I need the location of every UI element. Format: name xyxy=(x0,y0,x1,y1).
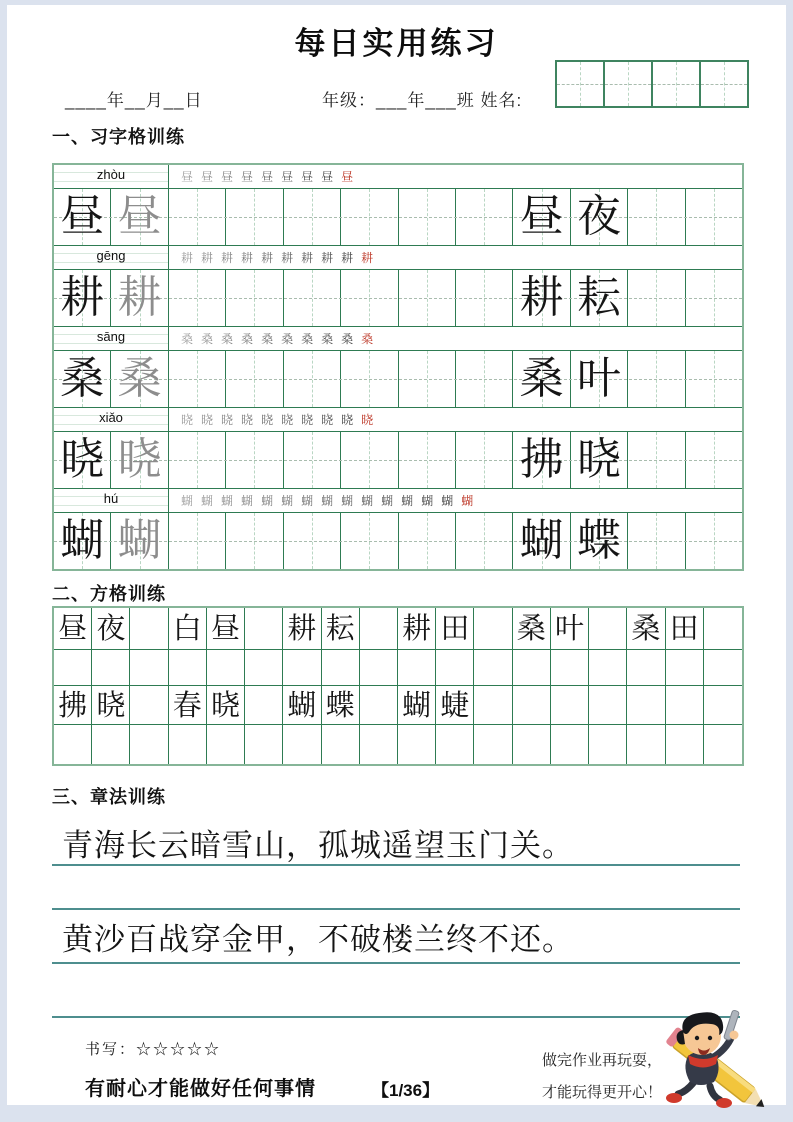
practice-row-block xyxy=(54,165,742,246)
stroke-order-step: 昼 xyxy=(201,169,214,184)
square-grid-cell[interactable] xyxy=(551,725,589,764)
square-grid-cell[interactable] xyxy=(360,686,398,725)
word-character: 晓 xyxy=(577,434,621,485)
handwriting-rating-stars: 书写：☆☆☆☆☆ xyxy=(85,1040,222,1058)
stroke-order-step: 晓 xyxy=(221,412,234,427)
trace-character: 昼 xyxy=(117,191,162,242)
practice-cell[interactable] xyxy=(54,351,111,407)
pinyin-box xyxy=(54,489,169,512)
practice-cell[interactable] xyxy=(513,189,570,245)
stroke-order-strip xyxy=(169,327,742,350)
practice-cells-row xyxy=(54,189,742,245)
stroke-order-step: 耕 xyxy=(341,250,354,265)
practice-cell[interactable] xyxy=(686,513,742,569)
stroke-order-step: 耕 xyxy=(241,250,254,265)
footer-motto: 有耐心才能做好任何事情 xyxy=(85,1078,316,1100)
stroke-order-step: 昼 xyxy=(341,169,354,184)
square-grid-cell[interactable] xyxy=(589,725,627,764)
stroke-order-step: 蝴 xyxy=(221,493,234,508)
name-grid-cell[interactable] xyxy=(557,62,605,106)
square-grid-word-character: 拂 xyxy=(54,686,92,725)
practice-cell[interactable] xyxy=(513,351,570,407)
practice-cell[interactable] xyxy=(571,351,628,407)
stroke-order-strip xyxy=(169,489,742,512)
pinyin-label: gēng xyxy=(96,248,126,263)
square-grid-cell[interactable] xyxy=(704,686,742,725)
stroke-order-step: 晓 xyxy=(361,412,374,427)
practice-cell[interactable] xyxy=(456,432,513,488)
stroke-order-step: 耕 xyxy=(281,250,294,265)
name-grid-cell[interactable] xyxy=(653,62,701,106)
stroke-order-step: 昼 xyxy=(301,169,314,184)
stroke-order-step: 晓 xyxy=(201,412,214,427)
stroke-order-step: 桑 xyxy=(201,331,214,346)
square-grid-cell[interactable] xyxy=(474,686,512,725)
section1-title: 一、习字格训练 xyxy=(52,127,185,147)
stroke-order-step: 蝴 xyxy=(281,493,294,508)
square-grid-word-character: 叶 xyxy=(551,608,589,650)
model-character: 晓 xyxy=(60,434,105,485)
stroke-order-step: 耕 xyxy=(221,250,234,265)
square-grid-word-character: 蝴 xyxy=(398,686,436,725)
practice-row-block xyxy=(54,327,742,408)
square-grid-cell[interactable] xyxy=(207,725,245,764)
stroke-order-step: 昼 xyxy=(281,169,294,184)
practice-cell[interactable] xyxy=(686,432,742,488)
square-grid-word-character: 白 xyxy=(169,608,207,650)
square-grid-word-character: 昼 xyxy=(54,608,92,650)
square-grid-cell[interactable] xyxy=(474,725,512,764)
practice-cell[interactable] xyxy=(169,189,226,245)
stroke-order-step: 晓 xyxy=(241,412,254,427)
practice-cell[interactable] xyxy=(513,270,570,326)
square-grid-cell[interactable] xyxy=(704,725,742,764)
word-character: 耕 xyxy=(519,272,564,323)
square-grid-cell[interactable] xyxy=(130,686,168,725)
square-grid-cell[interactable] xyxy=(474,608,512,650)
stroke-order-step: 桑 xyxy=(361,331,374,346)
square-grid-cell[interactable] xyxy=(551,686,589,725)
square-grid-word-character: 田 xyxy=(666,608,704,650)
practice-cell[interactable] xyxy=(571,513,628,569)
pinyin-label: hú xyxy=(103,491,119,506)
writing-rule-line xyxy=(52,908,740,910)
practice-cell[interactable] xyxy=(456,270,513,326)
pinyin-box xyxy=(54,327,169,350)
square-grid-cell[interactable] xyxy=(245,686,283,725)
mascot-speech xyxy=(520,1045,662,1108)
square-grid-cell[interactable] xyxy=(322,650,360,686)
practice-cell[interactable] xyxy=(628,270,685,326)
poem-line-1: 青海长云暗雪山，孤城遥望玉门关。 xyxy=(62,828,574,864)
stroke-order-step: 桑 xyxy=(321,331,334,346)
mascot-speech-line2: 才能玩得更开心！ xyxy=(541,1082,662,1101)
stroke-order-step: 蝴 xyxy=(461,493,474,508)
stroke-order-step: 蝴 xyxy=(381,493,394,508)
practice-cell[interactable] xyxy=(399,432,456,488)
writing-rule-line xyxy=(52,1016,740,1018)
stroke-order-step: 桑 xyxy=(281,331,294,346)
practice-cell[interactable] xyxy=(456,189,513,245)
practice-cells-row xyxy=(54,351,742,407)
practice-cell[interactable] xyxy=(571,189,628,245)
practice-cells-row xyxy=(54,432,742,488)
stroke-order-step: 桑 xyxy=(301,331,314,346)
square-grid-word-character: 昼 xyxy=(207,608,245,650)
practice-cell[interactable] xyxy=(399,351,456,407)
practice-cell[interactable] xyxy=(54,189,111,245)
practice-cell[interactable] xyxy=(111,270,168,326)
square-grid-word-character: 耘 xyxy=(322,608,360,650)
writing-rule-line xyxy=(52,962,740,964)
name-entry-grid[interactable] xyxy=(555,60,749,108)
trace-character: 桑 xyxy=(117,353,162,404)
square-grid-word-character: 春 xyxy=(169,686,207,725)
square-grid-cell[interactable] xyxy=(704,650,742,686)
practice-cell[interactable] xyxy=(399,270,456,326)
page-number: 【1/36】 xyxy=(372,1081,440,1100)
pinyin-stroke-strip xyxy=(54,246,742,270)
practice-cell[interactable] xyxy=(686,270,742,326)
poem-line-2: 黄沙百战穿金甲，不破楼兰终不还。 xyxy=(62,922,574,958)
square-grid-word-character: 桑 xyxy=(513,608,551,650)
square-grid-cell[interactable] xyxy=(92,725,130,764)
practice-cell[interactable] xyxy=(54,270,111,326)
square-grid-cell[interactable] xyxy=(551,650,589,686)
practice-cell[interactable] xyxy=(571,432,628,488)
square-grid-word-character: 蝶 xyxy=(322,686,360,725)
square-grid-cell[interactable] xyxy=(398,650,436,686)
stroke-order-step: 桑 xyxy=(341,331,354,346)
model-character: 蝴 xyxy=(60,515,105,566)
stroke-order-step: 耕 xyxy=(321,250,334,265)
practice-cell[interactable] xyxy=(628,189,685,245)
stroke-order-step: 蝴 xyxy=(241,493,254,508)
square-grid-word-character: 耕 xyxy=(398,608,436,650)
date-line: ____年__月__日 xyxy=(65,91,203,110)
stroke-order-step: 蝴 xyxy=(441,493,454,508)
square-grid-word-character: 蜨 xyxy=(436,686,474,725)
square-grid-cell[interactable] xyxy=(283,725,321,764)
square-grid-cell[interactable] xyxy=(245,725,283,764)
writing-rule-line xyxy=(52,864,740,866)
model-character: 桑 xyxy=(60,353,105,404)
practice-cells-row xyxy=(54,513,742,569)
word-character: 蝴 xyxy=(519,515,564,566)
practice-cell[interactable] xyxy=(111,189,168,245)
square-grid-cell[interactable] xyxy=(589,686,627,725)
practice-row-block xyxy=(54,246,742,327)
pinyin-box xyxy=(54,165,169,188)
trace-character: 晓 xyxy=(117,434,162,485)
stroke-order-step: 昼 xyxy=(321,169,334,184)
practice-cell[interactable] xyxy=(341,189,398,245)
stroke-order-step: 晓 xyxy=(281,412,294,427)
practice-cell[interactable] xyxy=(571,270,628,326)
square-grid-cell[interactable] xyxy=(54,725,92,764)
practice-cell[interactable] xyxy=(341,351,398,407)
square-grid-cell[interactable] xyxy=(513,725,551,764)
boy-riding-pencil-icon xyxy=(650,1008,782,1112)
square-grid-cell[interactable] xyxy=(360,608,398,650)
square-grid-word-character: 夜 xyxy=(92,608,130,650)
pinyin-label: zhòu xyxy=(96,167,126,182)
name-grid-cell[interactable] xyxy=(701,62,747,106)
practice-cell[interactable] xyxy=(54,432,111,488)
square-grid-cell[interactable] xyxy=(130,650,168,686)
practice-cell[interactable] xyxy=(341,432,398,488)
square-grid-word-character: 蝴 xyxy=(283,686,321,725)
practice-cell[interactable] xyxy=(341,270,398,326)
square-grid-cell[interactable] xyxy=(245,608,283,650)
pinyin-stroke-strip xyxy=(54,408,742,432)
practice-cells-row xyxy=(54,270,742,326)
stroke-order-strip xyxy=(169,408,742,431)
stroke-order-step: 昼 xyxy=(181,169,194,184)
stroke-order-step: 晓 xyxy=(321,412,334,427)
practice-cell[interactable] xyxy=(169,351,226,407)
pinyin-stroke-strip xyxy=(54,165,742,189)
stroke-order-step: 耕 xyxy=(201,250,214,265)
pinyin-label: sāng xyxy=(96,329,126,344)
section2-title: 二、方格训练 xyxy=(52,584,166,604)
square-grid-word-character: 晓 xyxy=(92,686,130,725)
stroke-order-step: 桑 xyxy=(221,331,234,346)
stroke-order-step: 晓 xyxy=(261,412,274,427)
square-grid-cell[interactable] xyxy=(589,650,627,686)
stroke-order-step: 蝴 xyxy=(421,493,434,508)
stroke-order-step: 耕 xyxy=(261,250,274,265)
pinyin-stroke-strip xyxy=(54,327,742,351)
practice-cell[interactable] xyxy=(226,513,283,569)
model-character: 耕 xyxy=(60,272,105,323)
word-character: 拂 xyxy=(519,434,564,485)
square-grid-cell[interactable] xyxy=(436,725,474,764)
practice-cell[interactable] xyxy=(284,513,341,569)
pinyin-stroke-strip xyxy=(54,489,742,513)
practice-cell[interactable] xyxy=(399,189,456,245)
stroke-order-step: 桑 xyxy=(181,331,194,346)
square-grid-cell[interactable] xyxy=(474,650,512,686)
stroke-order-step: 耕 xyxy=(181,250,194,265)
practice-cell[interactable] xyxy=(686,189,742,245)
square-grid-word-character: 桑 xyxy=(627,608,665,650)
practice-row-block xyxy=(54,489,742,569)
stroke-order-step: 晓 xyxy=(301,412,314,427)
practice-cell[interactable] xyxy=(686,351,742,407)
square-grid-cell[interactable] xyxy=(666,686,704,725)
word-character: 叶 xyxy=(577,353,621,404)
square-grid-cell[interactable] xyxy=(627,650,665,686)
practice-cell[interactable] xyxy=(169,270,226,326)
practice-table xyxy=(52,163,744,571)
stroke-order-step: 昼 xyxy=(261,169,274,184)
stroke-order-step: 耕 xyxy=(301,250,314,265)
square-grid-cell[interactable] xyxy=(169,650,207,686)
square-grid-cell[interactable] xyxy=(130,725,168,764)
square-grid-cell[interactable] xyxy=(666,725,704,764)
practice-cell[interactable] xyxy=(456,351,513,407)
trace-character: 耕 xyxy=(117,272,162,323)
practice-cell[interactable] xyxy=(169,432,226,488)
stroke-order-step: 昼 xyxy=(221,169,234,184)
practice-cell[interactable] xyxy=(111,513,168,569)
square-grid-cell[interactable] xyxy=(589,608,627,650)
stroke-order-step: 蝴 xyxy=(321,493,334,508)
practice-cell[interactable] xyxy=(284,189,341,245)
stroke-order-step: 蝴 xyxy=(301,493,314,508)
square-grid-cell[interactable] xyxy=(704,608,742,650)
stroke-order-step: 蝴 xyxy=(261,493,274,508)
word-character: 夜 xyxy=(577,191,621,242)
square-grid-cell[interactable] xyxy=(398,725,436,764)
practice-cell[interactable] xyxy=(226,351,283,407)
stroke-order-step: 蝴 xyxy=(341,493,354,508)
practice-cell[interactable] xyxy=(513,513,570,569)
stroke-order-step: 昼 xyxy=(241,169,254,184)
square-grid-cell[interactable] xyxy=(169,725,207,764)
pinyin-box xyxy=(54,408,169,431)
practice-cell[interactable] xyxy=(399,513,456,569)
practice-cell[interactable] xyxy=(111,432,168,488)
page-title: 每日实用练习 xyxy=(294,26,499,61)
stroke-order-step: 晓 xyxy=(341,412,354,427)
practice-cell[interactable] xyxy=(226,270,283,326)
practice-row-block xyxy=(54,408,742,489)
stroke-order-step: 蝴 xyxy=(181,493,194,508)
square-grid-cell[interactable] xyxy=(360,725,398,764)
stroke-order-step: 耕 xyxy=(361,250,374,265)
practice-cell[interactable] xyxy=(341,513,398,569)
word-character: 桑 xyxy=(519,353,564,404)
stroke-order-strip xyxy=(169,165,742,188)
square-grid-cell[interactable] xyxy=(360,650,398,686)
square-grid-cell[interactable] xyxy=(283,650,321,686)
square-grid-word-character: 田 xyxy=(436,608,474,650)
square-grid-cell[interactable] xyxy=(666,650,704,686)
model-character: 昼 xyxy=(60,191,105,242)
name-grid-cell[interactable] xyxy=(605,62,653,106)
practice-cell[interactable] xyxy=(226,432,283,488)
square-grid-cell[interactable] xyxy=(627,686,665,725)
square-grid-cell[interactable] xyxy=(54,650,92,686)
stroke-order-step: 晓 xyxy=(181,412,194,427)
practice-cell[interactable] xyxy=(111,351,168,407)
stroke-order-step: 蝴 xyxy=(401,493,414,508)
stroke-order-step: 蝴 xyxy=(361,493,374,508)
practice-cell[interactable] xyxy=(54,513,111,569)
class-name-line: 年级：___年___班 姓名: xyxy=(322,91,523,110)
trace-character: 蝴 xyxy=(117,515,162,566)
square-grid-cell[interactable] xyxy=(627,725,665,764)
square-grid-cell[interactable] xyxy=(92,650,130,686)
practice-cell[interactable] xyxy=(628,513,685,569)
practice-cell[interactable] xyxy=(628,351,685,407)
stroke-order-step: 蝴 xyxy=(201,493,214,508)
stroke-order-step: 桑 xyxy=(241,331,254,346)
word-character: 耘 xyxy=(577,272,621,323)
section3-title: 三、章法训练 xyxy=(52,787,166,807)
pinyin-label: xiǎo xyxy=(99,410,123,425)
mascot-speech-line1: 做完作业再玩耍， xyxy=(541,1051,662,1069)
square-grid-cell[interactable] xyxy=(207,650,245,686)
word-character: 昼 xyxy=(519,191,564,242)
practice-cell[interactable] xyxy=(628,432,685,488)
practice-cell[interactable] xyxy=(284,270,341,326)
practice-cell[interactable] xyxy=(284,432,341,488)
square-grid-cell[interactable] xyxy=(436,650,474,686)
square-grid-cell[interactable] xyxy=(513,686,551,725)
stroke-order-step: 桑 xyxy=(261,331,274,346)
practice-cell[interactable] xyxy=(456,513,513,569)
square-grid-cell[interactable] xyxy=(513,650,551,686)
practice-cell[interactable] xyxy=(513,432,570,488)
word-character: 蝶 xyxy=(577,515,621,566)
square-grid-cell[interactable] xyxy=(322,725,360,764)
square-grid-word-character: 耕 xyxy=(283,608,321,650)
square-grid-cell[interactable] xyxy=(130,608,168,650)
pinyin-box xyxy=(54,246,169,269)
practice-cell[interactable] xyxy=(226,189,283,245)
square-grid-cell[interactable] xyxy=(245,650,283,686)
square-grid xyxy=(52,606,744,766)
square-grid-word-character: 晓 xyxy=(207,686,245,725)
stroke-order-strip xyxy=(169,246,742,269)
practice-cell[interactable] xyxy=(284,351,341,407)
practice-cell[interactable] xyxy=(169,513,226,569)
